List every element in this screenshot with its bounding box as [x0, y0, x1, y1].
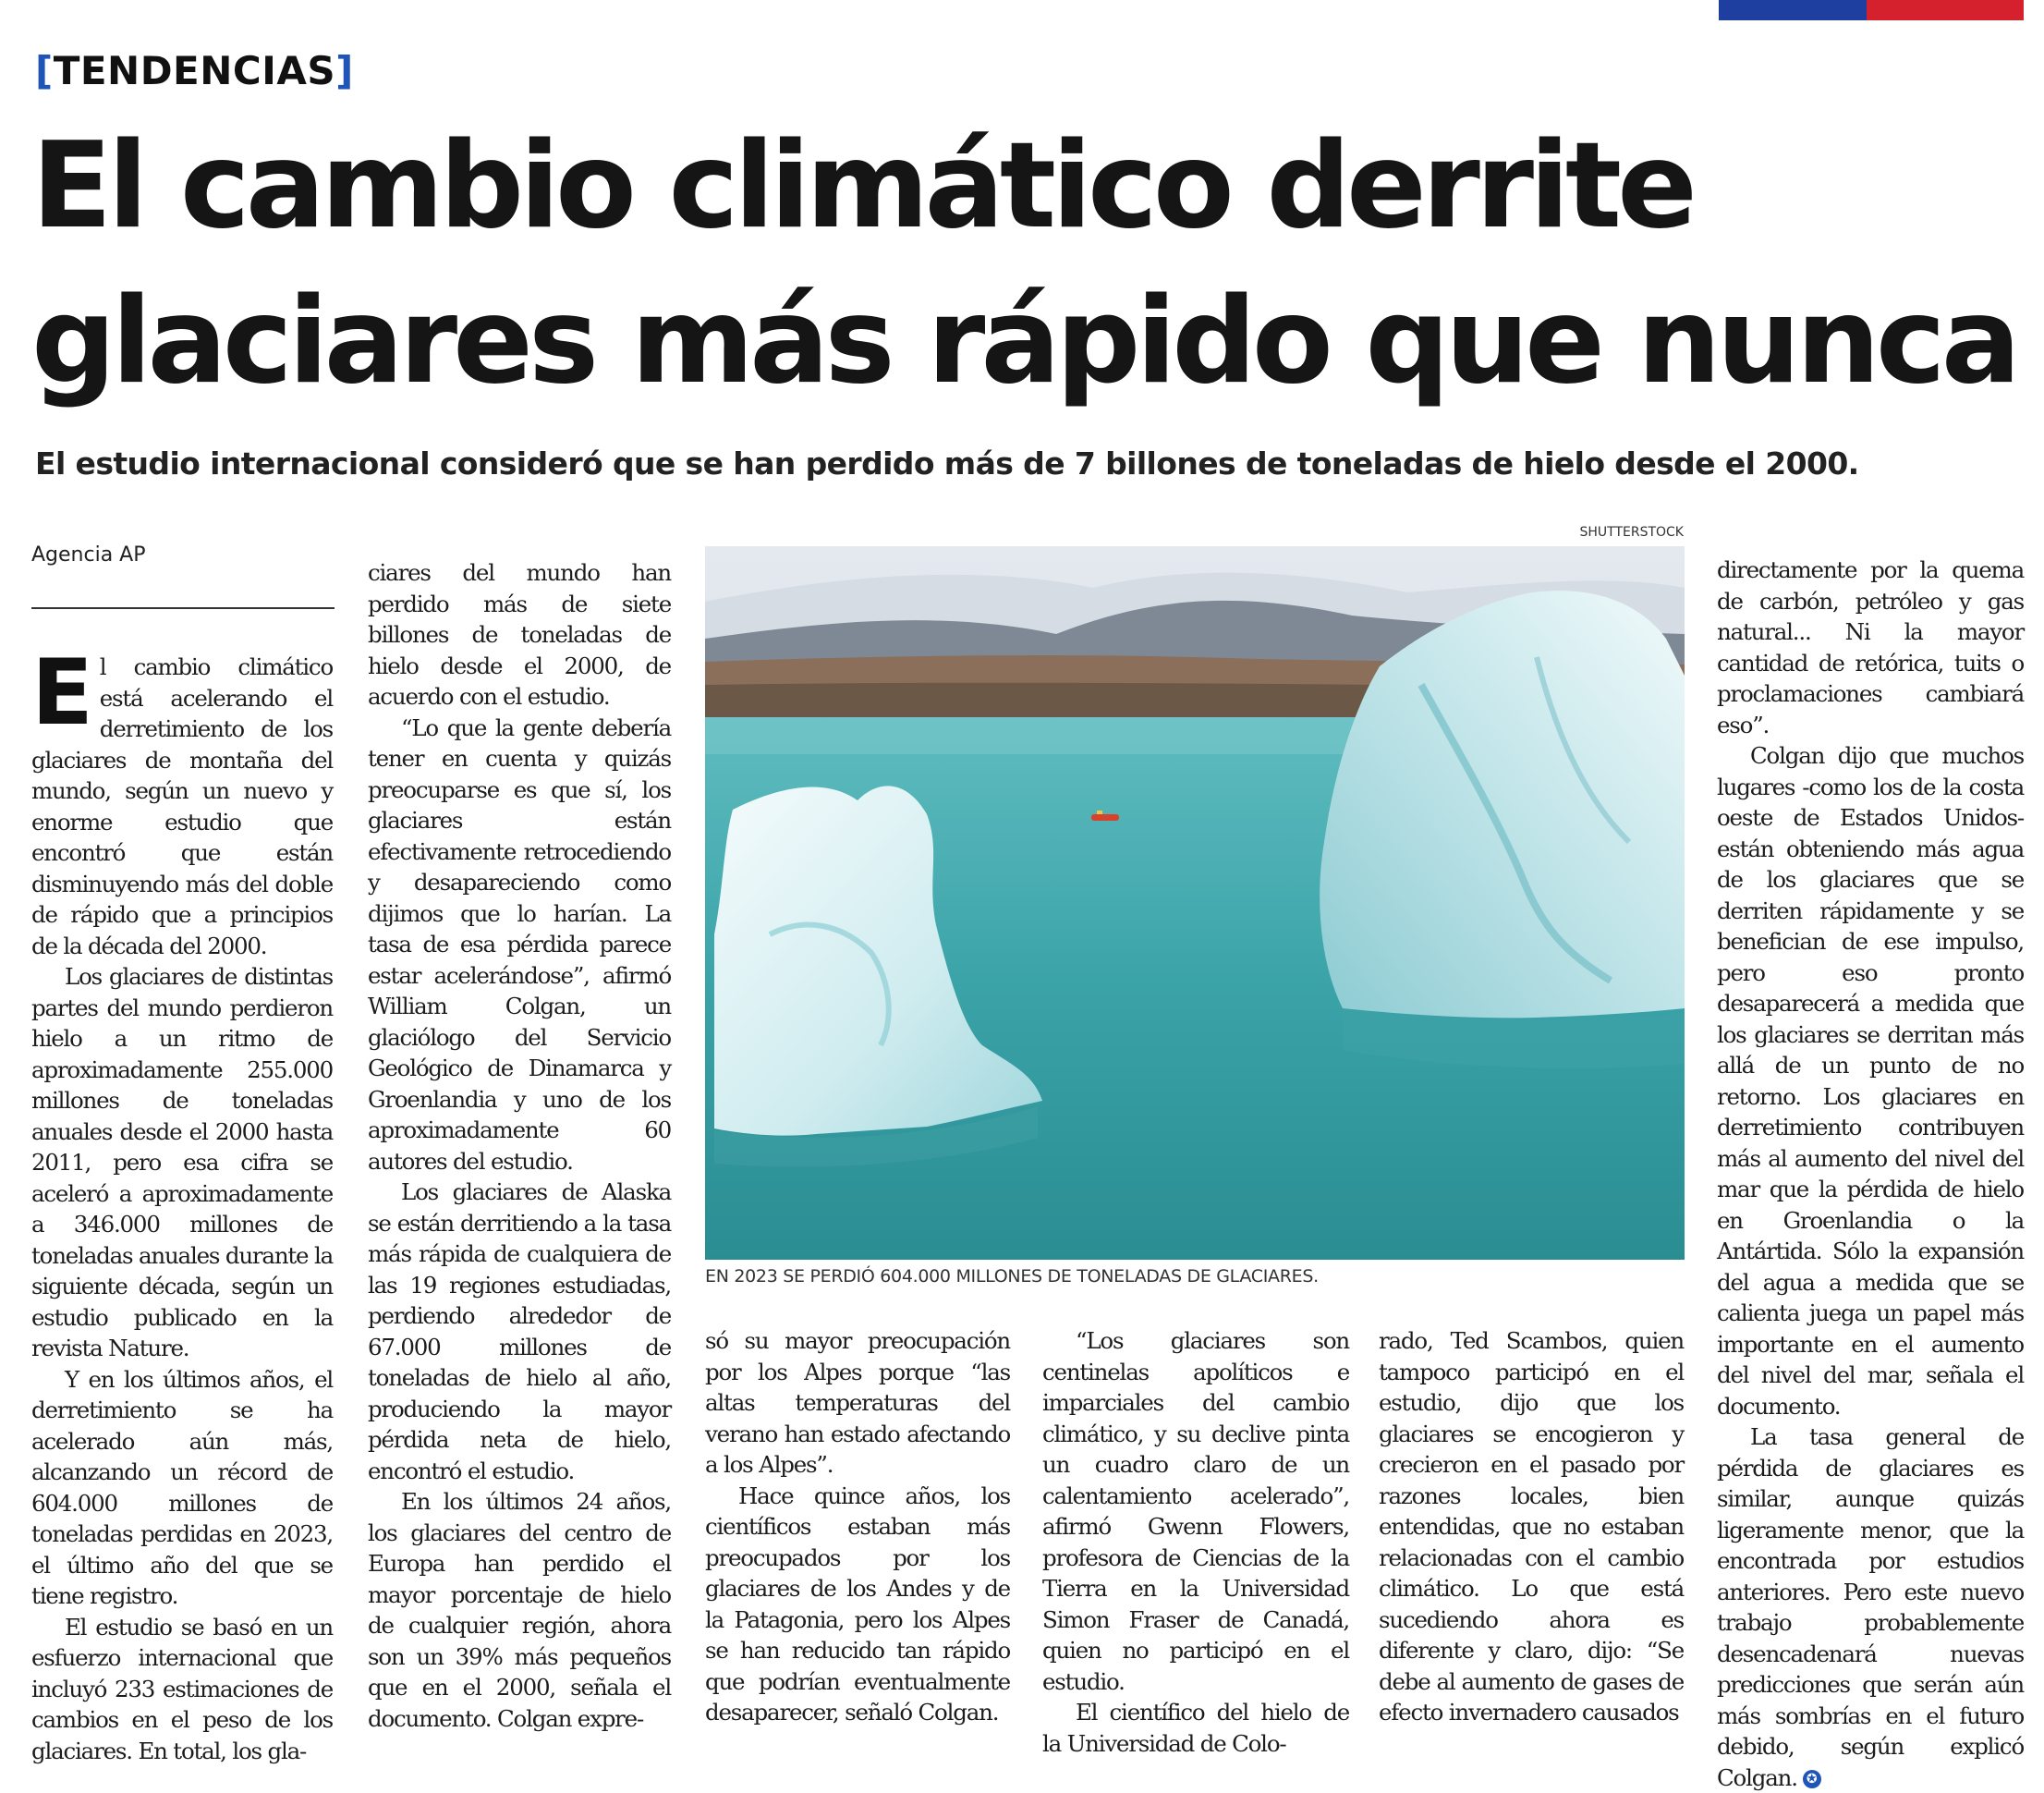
flag-stripe-blue	[1719, 0, 1867, 20]
section-tag-label: TENDENCIAS	[53, 48, 336, 93]
paragraph: El estudio se basó en un esfuerzo internacional que incluyó 233 estimaciones de cambios en el peso de los glaciares. En total, los gla-	[31, 1613, 333, 1764]
paragraph: Los glaciares de distintas partes del mundo perdieron hielo a un ritmo de aproximadamente 255.000 millones de toneladas anuales desde el 2000 hasta 2011, pero esa cifra se aceleró a aproximadamente a 346.000 millones de toneladas anuales durante la siguiente década, según un estudio publicado en la revista Nature.	[31, 963, 333, 1361]
bracket-right: ]	[335, 48, 354, 93]
paragraph	[31, 640, 333, 961]
photo-credit: SHUTTERSTOCK	[1579, 525, 1684, 540]
paragraph: Hace quince años, los científicos estaban más preocupados por los glaciares de los Andes y de la Patagonia, pero los Alpes se han reducido tan rápido que podrían eventualmente desaparecer, señaló Colgan.	[705, 1482, 1010, 1726]
paragraph: “Lo que la gente debería tener en cuenta y quizás preocuparse es que sí, los glaciares están efectivamente retrocediendo y desapareciendo como dijimos que lo harían. La tasa de esa pérdida parece estar acelerándose”, afirmó William Colgan, un glaciólogo del Servicio Geológico de Dinamarca y Groenlandia y uno de los aproximadamente 60 autores del estudio.	[368, 714, 671, 1175]
article-column-6	[1717, 555, 2024, 1793]
deck-subtitle: El estudio internacional consideró que se han perdido más de 7 billones de toneladas de hielo desde el 2000.	[35, 445, 1859, 482]
paragraph: rado, Ted Scambos, quien tampoco participó en el estudio, dijo que los glaciares se encogieron y crecieron en el pasado por razones locales, bien entendidas, que no estaban relacionadas con el cambio climático. Lo que está sucediendo ahora es diferente y claro, dijo: “Se debe al aumento de gases de efecto invernadero causados	[1379, 1327, 1684, 1726]
section-tag	[35, 48, 354, 93]
paragraph	[1717, 1421, 2024, 1793]
article-column-4	[1042, 1325, 1349, 1759]
article-column-1	[31, 640, 333, 1766]
paragraph: Colgan dijo que muchos lugares -como los de la costa oeste de Estados Unidos- están obteniendo más agua de los glaciares que se derriten rápidamente y se benefician de ese impulso, pero eso pronto desaparecerá a medida que los glaciares se derritan más allá de un punto de no retorno. Los glaciares en derretimiento contribuyen más al aumento del nivel del mar que la pérdida de hielo en Groenlandia o la Antártida. Sólo la expansión del agua a medida que se calienta juega un papel más importante en el aumento del nivel del mar, señala el documento.	[1717, 742, 2024, 1420]
byline: Agencia AP	[31, 543, 146, 567]
end-mark-icon: ✪	[1803, 1770, 1821, 1788]
paragraph: El científico del hielo de la Universidad de Colo-	[1042, 1699, 1349, 1757]
paragraph: directamente por la quema de carbón, petróleo y gas natural... Ni la mayor cantidad de retórica, tuits o proclamaciones cambiará eso”.	[1717, 556, 2024, 738]
article-column-2	[368, 557, 671, 1734]
paragraph: ciares del mundo han perdido más de siete billones de toneladas de hielo desde el 2000, de acuerdo con el estudio.	[368, 559, 671, 710]
glacier-photo	[705, 546, 1685, 1260]
paragraph: Los glaciares de Alaska se están derritiendo a la tasa más rápida de cualquiera de las 19 regiones estudiadas, perdiendo alrededor de 67.000 millones de toneladas de hielo al año, produciendo la mayor pérdida neta de hielo, encontró el estudio.	[368, 1178, 671, 1484]
drop-cap: E	[31, 640, 92, 746]
paragraph: “Los glaciares son centinelas apolíticos e imparciales del cambio climático, y su declive pinta un cuadro claro de un calentamiento acelerado”, afirmó Gwenn Flowers, profesora de Ciencias de la Tierra en la Universidad Simon Fraser de Canadá, quien no participó en el estudio.	[1042, 1327, 1349, 1695]
article-column-5	[1379, 1325, 1684, 1728]
paragraph-text: La tasa general de pérdida de glaciares es similar, aunque quizás ligeramente menor, que la encontrada por estudios anteriores. Pero este nuevo trabajo probablemente desencadenará nuevas predicciones que serán aún más sombrías en el futuro debido, según explicó Colgan.	[1717, 1423, 2024, 1791]
paragraph: En los últimos 24 años, los glaciares del centro de Europa han perdido el mayor porcentaje de hielo de cualquier región, ahora son un 39% más pequeños que en el 2000, señala el documento. Colgan expre-	[368, 1488, 671, 1732]
flag-stripe-red	[1867, 0, 2024, 20]
article-column-3	[705, 1325, 1010, 1728]
paragraph: Y en los últimos años, el derretimiento se ha acelerado aún más, alcanzando un récord de 604.000 millones de toneladas perdidas en 2023, el último año del que se tiene registro.	[31, 1365, 333, 1609]
paragraph: só su mayor preocupación por los Alpes porque “las altas temperaturas del verano han estado afectando a los Alpes”.	[705, 1327, 1010, 1478]
paragraph-text: l cambio climático está acelerando el derretimiento de los glaciares de montaña del mundo, según un nuevo y enorme estudio que encontró que están disminuyendo más del doble de rápido que a principios de la década del 2000.	[31, 653, 333, 959]
headline: El cambio climático derrite glaciares más rápido que nunca	[31, 117, 2017, 410]
byline-rule	[31, 607, 335, 609]
photo-caption: EN 2023 SE PERDIÓ 604.000 MILLONES DE TONELADAS DE GLACIARES.	[705, 1266, 1319, 1287]
bracket-left: [	[35, 48, 54, 93]
